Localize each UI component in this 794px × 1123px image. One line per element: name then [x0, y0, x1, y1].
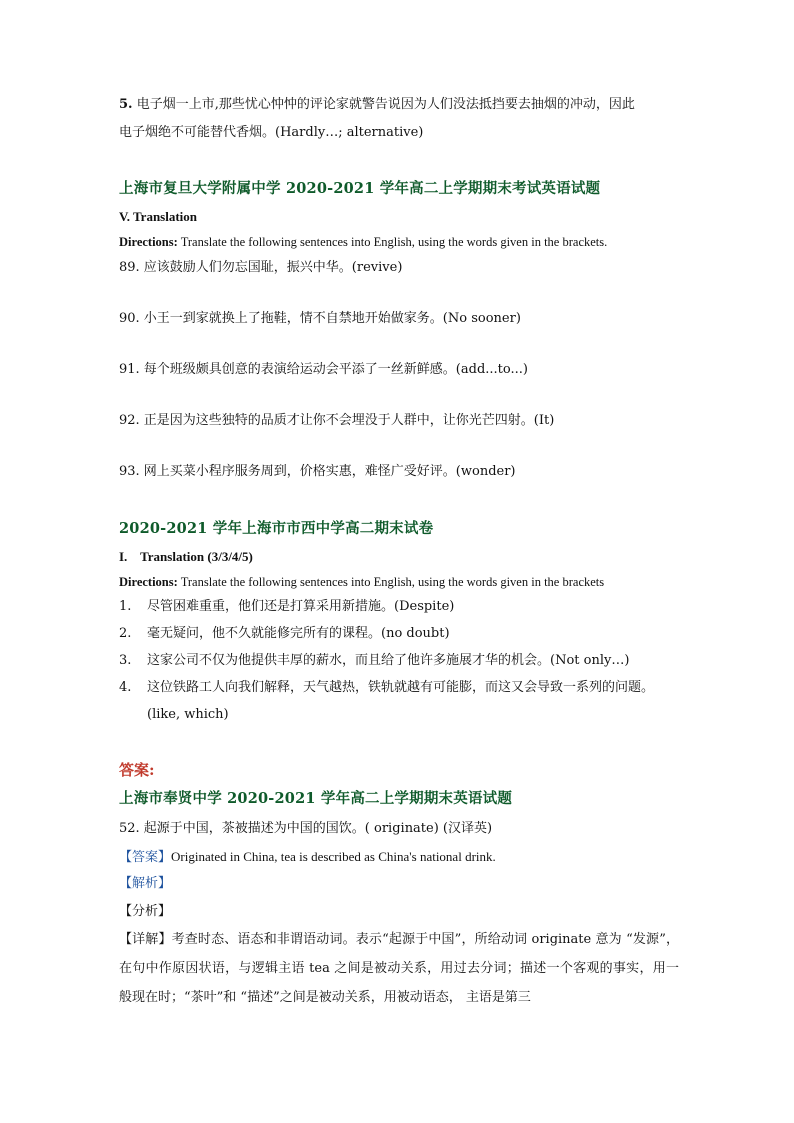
answers-title: 答案:	[119, 761, 155, 779]
answer-label: 【答案】	[119, 850, 172, 865]
list-item	[119, 674, 679, 702]
question-93: 93. 网上买菜小程序服务周到，价格实惠，难怪广受好评。(wonder)	[119, 464, 516, 479]
section2-heading: 2020-2021 学年上海市市西中学高二期末试卷	[119, 520, 434, 537]
directions-label: Directions:	[119, 235, 178, 249]
section2-subheading: I. Translation (3/3/4/5)	[119, 549, 253, 564]
list-item-number: 3.	[119, 653, 132, 668]
directions-label: Directions:	[119, 575, 178, 589]
list-item	[119, 620, 679, 648]
list-item-number: 4.	[119, 680, 132, 695]
list-item	[119, 593, 679, 621]
list-item-text: 毫无疑问，他不久就能修完所有的课程。(no doubt)	[147, 626, 450, 641]
list-item-number: 2.	[119, 626, 132, 641]
question-91: 91. 每个班级颇具创意的表演给运动会平添了一丝新鲜感。(add...to...)	[119, 362, 528, 377]
detail-text: 考查时态、语态和非谓语动词。表示“起源于中国”，所给动词 originate 意为 “发源”，在句中作原因状语，与逻辑主语 tea 之间是被动关系，用过去分词；描述一个客观的事实，用一般现在时；“茶叶”和 “描述”之间是被动关系，用被动语态， 主语是第三	[119, 932, 679, 1005]
list-item-text: 这位铁路工人向我们解释，天气越热，铁轨就越有可能膨，而这又会导致一系列的问题。	[147, 680, 655, 695]
directions-text: Translate the following sentences into English, using the words given in the brackets	[177, 575, 605, 589]
directions-text: Translate the following sentences into English, using the words given in the brackets.	[177, 235, 608, 249]
list-item-number: 1.	[119, 599, 132, 614]
list-item-continuation: (like, which)	[147, 707, 229, 722]
list-item-text: 尽管困难重重，他们还是打算采用新措施。(Despite)	[147, 599, 455, 614]
list-item	[119, 647, 679, 675]
question-5-line2: 电子烟绝不可能替代香烟。(Hardly…; alternative)	[119, 125, 424, 140]
question-92: 92. 正是因为这些独特的品质才让你不会埋没于人群中，让你光芒四射。(It)	[119, 413, 555, 428]
section1-subheading: V. Translation	[119, 209, 198, 224]
question-5-text: 电子烟一上市,那些忧心忡忡的评论家就警告说因为人们没法抵挡要去抽烟的冲动，因此	[136, 97, 635, 112]
detail-paragraph	[119, 925, 679, 1012]
answers-heading: 上海市奉贤中学 2020-2021 学年高二上学期期末英语试题	[119, 790, 513, 807]
question-89: 89. 应该鼓励人们勿忘国耻，振兴中华。(revive)	[119, 260, 403, 275]
detail-label: 【详解】	[119, 932, 172, 947]
answer-line	[119, 843, 679, 872]
section1-heading: 上海市复旦大学附属中学 2020-2021 学年高二上学期期末考试英语试题	[119, 180, 601, 197]
answer-question-52: 52. 起源于中国，茶被描述为中国的国饮。( originate) (汉译英)	[119, 821, 493, 836]
question-5-line1	[119, 91, 679, 119]
section2-directions	[119, 568, 679, 596]
question-5-number: 5.	[119, 97, 133, 112]
fenxi-label: 【分析】	[119, 904, 172, 919]
list-item-text: 这家公司不仅为他提供丰厚的薪水，而且给了他许多施展才华的机会。(Not only…)	[147, 653, 630, 668]
question-90: 90. 小王一到家就换上了拖鞋，情不自禁地开始做家务。(No sooner)	[119, 311, 521, 326]
section1-directions	[119, 228, 679, 256]
answer-text: Originated in China, tea is described as China's national drink.	[171, 849, 496, 864]
analysis-label: 【解析】	[119, 876, 172, 891]
